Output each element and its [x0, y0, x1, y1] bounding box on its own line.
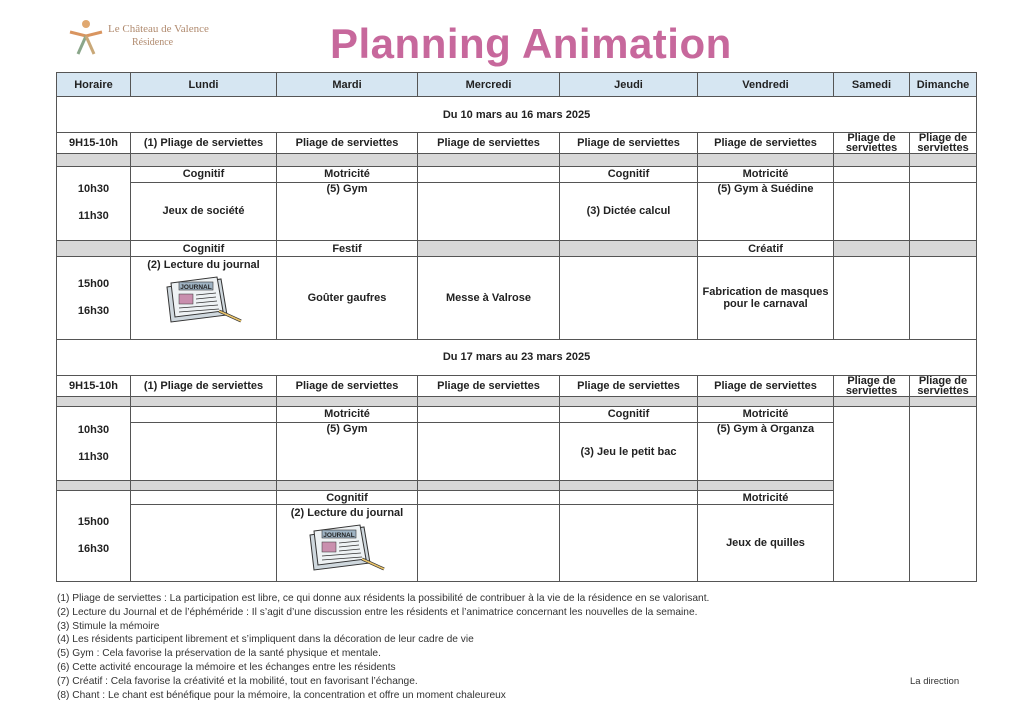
week1-mardi-serviettes: Pliage de serviettes [277, 133, 418, 154]
week2-aft-time-start: 15h00 [77, 516, 110, 529]
week2-aft-times [57, 491, 131, 582]
week1-mardi-aft-category: Festif [277, 240, 418, 256]
week1-jeudi-mid-category: Cognitif [560, 166, 698, 182]
week1-lundi-aft-category: Cognitif [131, 240, 277, 256]
week1-mercredi-aft-activity: Messe à Valrose [418, 257, 560, 339]
week1-vendredi-mid-category: Motricité [698, 166, 834, 182]
week2-mardi-mid-category: Motricité [277, 406, 418, 422]
header-dimanche: Dimanche [910, 73, 977, 97]
week1-morning-time: 9H15-10h [57, 133, 131, 154]
week2-vendredi-serviettes: Pliage de serviettes [698, 375, 834, 396]
week1-lundi-serviettes: (1) Pliage de serviettes [131, 133, 277, 154]
logo-subtitle: Résidence [132, 37, 174, 48]
week1-aft-times [57, 257, 131, 339]
week1-mid-time-end: 11h30 [78, 210, 109, 223]
footnote: (6) Cette activité encourage la mémoire et les échanges entre les résidents [57, 661, 396, 673]
header-vendredi: Vendredi [698, 73, 834, 97]
week1-jeudi-serviettes: Pliage de serviettes [560, 133, 698, 154]
week1-mercredi-serviettes: Pliage de serviettes [418, 133, 560, 154]
week1-vendredi-aft-activity [698, 257, 834, 339]
week2-mid-time-end: 11h30 [78, 450, 109, 463]
week2-mardi-mid-activity: (5) Gym [277, 422, 418, 480]
week2-samedi-serviettes: Pliage de serviettes [834, 375, 910, 396]
week1-samedi-serviettes: Pliage de serviettes [834, 133, 910, 154]
week1-aft-activity-row [57, 257, 977, 339]
week1-mardi-aft-activity: Goûter gaufres [277, 257, 418, 339]
week2-mid-times [57, 406, 131, 480]
week2-lundi-serviettes: (1) Pliage de serviettes [131, 375, 277, 396]
week1-mid-activity-row [57, 182, 977, 240]
week2-mardi-aft-activity-label: (2) Lecture du journal [290, 507, 404, 520]
week1-vendredi-aft-activity-line2: pour le carnaval [723, 297, 808, 310]
week1-dimanche-serviettes: Pliage de serviettes [910, 133, 977, 154]
week1-vendredi-aft-activity-line1: Fabrication de masques [702, 285, 829, 298]
week2-dimanche-serviettes: Pliage de serviettes [910, 375, 977, 396]
week2-mercredi-serviettes: Pliage de serviettes [418, 375, 560, 396]
week2-vendredi-mid-category: Motricité [698, 406, 834, 422]
week1-vendredi-aft-category: Créatif [698, 240, 834, 256]
signature: La direction [910, 676, 960, 687]
week1-mid-category-row [57, 166, 977, 182]
week1-aft-category-row [57, 240, 977, 256]
day-header-row [57, 73, 977, 97]
footnote: (5) Gym : Cela favorise la préservation de la santé physique et mentale. [57, 648, 381, 660]
week2-mardi-aft-category: Cognitif [277, 491, 418, 505]
week1-lundi-aft-activity [131, 257, 277, 339]
residence-logo [66, 18, 226, 60]
footnote: (1) Pliage de serviettes : La participation est libre, ce qui donne aux résidents la possibilité de contribuer à la vie de la résidence en se valorisant. [57, 593, 710, 604]
week1-title: Du 10 mars au 16 mars 2025 [57, 97, 977, 133]
week1-morning-row [57, 133, 977, 154]
week2-vendredi-mid-activity: (5) Gym à Organza [698, 422, 834, 480]
week2-vendredi-aft-category: Motricité [698, 491, 834, 505]
week1-aft-time-end: 16h30 [77, 304, 110, 317]
header-jeudi: Jeudi [560, 73, 698, 97]
header-mercredi: Mercredi [418, 73, 560, 97]
logo-figure-icon [66, 18, 106, 58]
week2-mardi-serviettes: Pliage de serviettes [277, 375, 418, 396]
newspaper-icon [161, 275, 247, 325]
footnote: (3) Stimule la mémoire [57, 620, 160, 632]
week2-jeudi-mid-category: Cognitif [560, 406, 698, 422]
week2-mid-category-row [57, 406, 977, 422]
week1-lundi-aft-activity-label: (2) Lecture du journal [147, 259, 260, 272]
week1-aft-time-start: 15h00 [77, 277, 110, 290]
week1-mid-times [57, 166, 131, 240]
header-horaire: Horaire [57, 73, 131, 97]
week1-lundi-mid-activity: Jeux de société [131, 182, 277, 240]
week2-mid-time-start: 10h30 [77, 423, 110, 436]
week2-mardi-aft-activity [277, 505, 418, 582]
week2-title: Du 17 mars au 23 mars 2025 [57, 339, 977, 375]
week1-vendredi-serviettes: Pliage de serviettes [698, 133, 834, 154]
week2-aft-time-end: 16h30 [77, 543, 110, 556]
week2-morning-row [57, 375, 977, 396]
header-lundi: Lundi [131, 73, 277, 97]
week1-jeudi-mid-activity: (3) Dictée calcul [560, 182, 698, 240]
week1-mid-time-start: 10h30 [77, 183, 110, 196]
svg-text:JOURNAL: JOURNAL [179, 284, 212, 292]
week2-jeudi-mid-activity: (3) Jeu le petit bac [560, 422, 698, 480]
week2-morning-time: 9H15-10h [57, 375, 131, 396]
week2-vendredi-aft-activity: Jeux de quilles [698, 505, 834, 582]
logo-name: Le Château de Valence [108, 23, 209, 35]
header-samedi: Samedi [834, 73, 910, 97]
footnote: (2) Lecture du Journal et de l’éphéméride : Il s’agit d’une discussion entre les résidents et l’animatrice concernant les nouvelles de la semaine. [57, 606, 698, 618]
week1-mardi-mid-category: Motricité [277, 166, 418, 182]
newspaper-icon [304, 523, 390, 573]
svg-text:JOURNAL: JOURNAL [323, 532, 355, 540]
week2-jeudi-serviettes: Pliage de serviettes [560, 375, 698, 396]
page-title: Planning Animation [330, 20, 732, 67]
footnote: (8) Chant : Le chant est bénéfique pour la mémoire, la concentration et offre un moment chaleureux [57, 689, 506, 701]
week1-mardi-mid-activity: (5) Gym [277, 182, 418, 240]
header-mardi: Mardi [277, 73, 418, 97]
week1-vendredi-mid-activity: (5) Gym à Suédine [698, 182, 834, 240]
week1-lundi-mid-category: Cognitif [131, 166, 277, 182]
footnote: (4) Les résidents participent librement et s’impliquent dans la décoration de leur cadre de vie [57, 634, 474, 646]
schedule-table [56, 72, 977, 582]
footnotes [57, 592, 709, 702]
footnote: (7) Créatif : Cela favorise la créativité et la mobilité, tout en favorisant l’échange. [57, 675, 418, 687]
